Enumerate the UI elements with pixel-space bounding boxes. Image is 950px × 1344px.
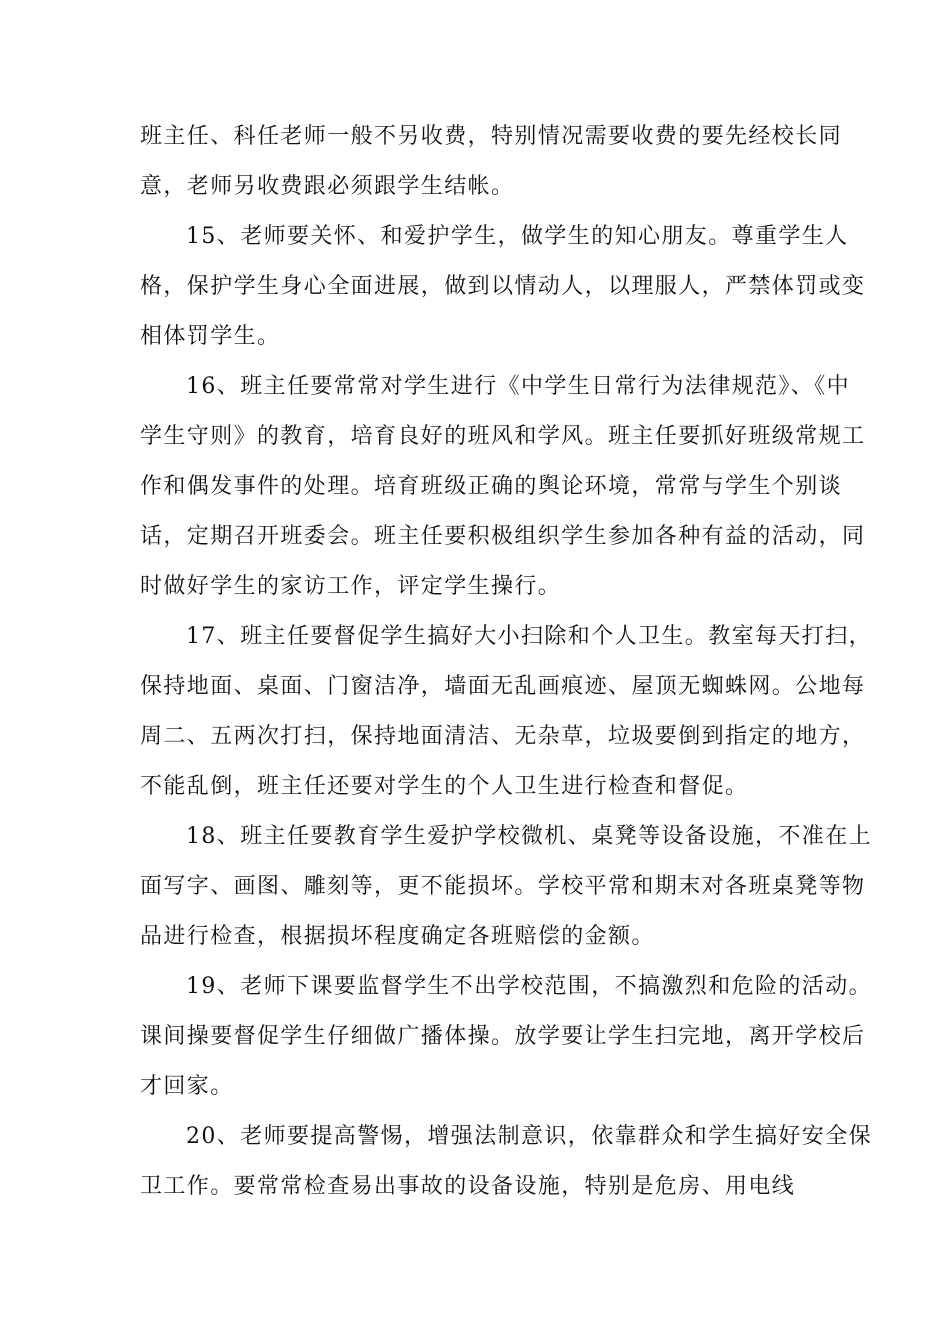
text-line: 品进行检查，根据损坏程度确定各班赔偿的金额。 bbox=[140, 924, 655, 949]
text-line: 话，定期召开班委会。班主任要积极组织学生参加各种有益的活动，同 bbox=[140, 524, 866, 549]
text-line: 相体罚学生。 bbox=[140, 324, 281, 349]
text-line: 周二、五两次打扫，保持地面清洁、无杂草，垃圾要倒到指定的地方， bbox=[140, 724, 866, 749]
text-line: 课间操要督促学生仔细做广播体操。放学要让学生扫完地，离开学校后 bbox=[140, 1024, 866, 1049]
text-line: 面写字、画图、雕刻等，更不能损坏。学校平常和期末对各班桌凳等物 bbox=[140, 874, 866, 899]
text-line: 班主任、科任老师一般不另收费，特别情况需要收费的要先经校长同 bbox=[140, 124, 843, 149]
text-line: 时做好学生的家访工作，评定学生操行。 bbox=[140, 574, 562, 599]
paragraph-first-line: 18、班主任要教育学生爱护学校微机、桌凳等设备设施，不准在上 bbox=[186, 824, 872, 849]
paragraph-first-line: 15、老师要关怀、和爱护学生，做学生的知心朋友。尊重学生人 bbox=[186, 224, 849, 249]
text-line: 作和偶发事件的处理。培育班级正确的舆论环境，常常与学生个别谈 bbox=[140, 474, 843, 499]
text-line: 意，老师另收费跟必须跟学生结帐。 bbox=[140, 174, 515, 199]
text-line: 卫工作。要常常检查易出事故的设备设施，特别是危房、用电线 bbox=[140, 1174, 796, 1199]
paragraph-first-line: 20、老师要提高警惕，增强法制意识，依靠群众和学生搞好安全保 bbox=[186, 1124, 872, 1149]
text-line: 学生守则》的教育，培育良好的班风和学风。班主任要抓好班级常规工 bbox=[140, 424, 866, 449]
text-line: 保持地面、桌面、门窗洁净，墙面无乱画痕迹、屋顶无蜘蛛网。公地每 bbox=[140, 674, 866, 699]
paragraph-first-line: 17、班主任要督促学生搞好大小扫除和个人卫生。教室每天打扫， bbox=[186, 624, 872, 649]
text-line: 格，保护学生身心全面进展，做到以情动人，以理服人，严禁体罚或变 bbox=[140, 274, 866, 299]
text-line: 才回家。 bbox=[140, 1074, 234, 1099]
paragraph-first-line: 16、班主任要常常对学生进行《中学生日常行为法律规范》、《中 bbox=[186, 374, 850, 399]
text-line: 不能乱倒，班主任还要对学生的个人卫生进行检查和督促。 bbox=[140, 774, 749, 799]
paragraph-first-line: 19、老师下课要监督学生不出学校范围，不搞激烈和危险的活动。 bbox=[186, 974, 872, 999]
